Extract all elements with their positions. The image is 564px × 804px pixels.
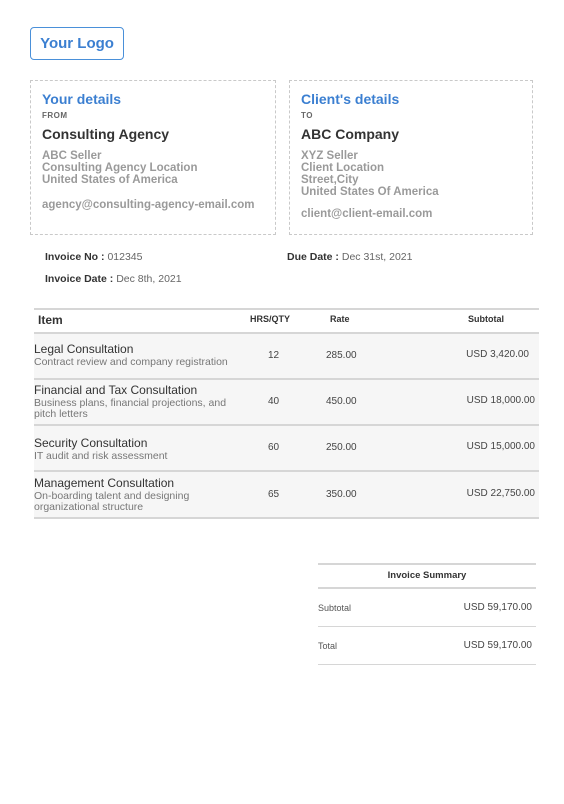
- item-subtotal: USD 15,000.00: [466, 441, 535, 452]
- item-subtotal: USD 18,000.00: [466, 395, 535, 406]
- client-company: ABC Company: [301, 126, 400, 142]
- table-header: [34, 308, 539, 334]
- item-name: Management Consultation: [34, 476, 175, 490]
- item-rate: 285.00: [326, 350, 357, 361]
- item-qty: 40: [268, 396, 280, 407]
- client-heading: Client's details: [301, 91, 400, 107]
- summary-total-value: USD 59,170.00: [463, 640, 532, 651]
- invoice-number-label: Invoice No :: [45, 251, 105, 263]
- item-description: Contract review and company registration: [34, 356, 228, 368]
- due-date-label: Due Date :: [287, 251, 339, 263]
- to-tag: TO: [301, 111, 313, 120]
- col-item-header: Item: [38, 313, 63, 327]
- invoice-summary: [318, 563, 536, 665]
- table-row: [34, 426, 539, 472]
- invoice-date-value: Dec 8th, 2021: [116, 273, 182, 285]
- sender-email: agency@consulting-agency-email.com: [42, 199, 255, 211]
- col-qty-header: HRS/QTY: [250, 314, 291, 324]
- summary-subtotal-row: [318, 589, 536, 627]
- due-date-value: Dec 31st, 2021: [341, 251, 413, 263]
- summary-total-row: [318, 627, 536, 665]
- col-subtotal-header: Subtotal: [468, 314, 504, 324]
- line-items-table: [34, 308, 539, 519]
- from-tag: FROM: [42, 111, 68, 120]
- client-email: client@client-email.com: [301, 208, 433, 220]
- sender-details-card: [30, 80, 276, 235]
- item-description: On-boarding talent and designing organizational structure: [34, 490, 190, 513]
- item-subtotal: USD 3,420.00: [466, 349, 529, 360]
- invoice-number: [45, 251, 142, 263]
- table-row: [34, 334, 539, 380]
- col-rate-header: Rate: [330, 314, 350, 324]
- sender-address-line: United States of America: [42, 174, 178, 186]
- sender-address-line: ABC Seller: [42, 150, 102, 162]
- invoice-date-label: Invoice Date :: [45, 273, 114, 285]
- item-qty: 12: [268, 350, 280, 361]
- table-row: [34, 380, 539, 426]
- item-description: IT audit and risk assessment: [34, 450, 168, 462]
- client-address-line: United States Of America: [301, 186, 439, 198]
- summary-total-label: Total: [318, 641, 338, 651]
- company-logo: Your Logo: [30, 27, 124, 60]
- client-address-line: XYZ Seller: [301, 150, 358, 162]
- summary-title: Invoice Summary: [318, 563, 536, 589]
- client-address-line: Street,City: [301, 174, 359, 186]
- item-rate: 350.00: [326, 489, 357, 500]
- client-address-line: Client Location: [301, 162, 385, 174]
- item-name: Legal Consultation: [34, 342, 134, 356]
- sender-company: Consulting Agency: [42, 126, 170, 142]
- client-details-card: [289, 80, 533, 235]
- item-description: Business plans, financial projections, and pitch letters: [34, 397, 227, 420]
- item-rate: 450.00: [326, 396, 357, 407]
- invoice-date: [45, 273, 182, 285]
- item-name: Financial and Tax Consultation: [34, 383, 198, 397]
- sender-heading: Your details: [42, 91, 122, 107]
- due-date: [287, 251, 413, 263]
- item-subtotal: USD 22,750.00: [466, 488, 535, 499]
- summary-subtotal-value: USD 59,170.00: [463, 602, 532, 613]
- invoice-number-value: 012345: [107, 251, 143, 263]
- summary-subtotal-label: Subtotal: [318, 603, 352, 613]
- item-rate: 250.00: [326, 442, 357, 453]
- item-name: Security Consultation: [34, 436, 148, 450]
- item-qty: 60: [268, 442, 280, 453]
- item-qty: 65: [268, 489, 280, 500]
- sender-address-line: Consulting Agency Location: [42, 162, 198, 174]
- table-row: [34, 472, 539, 519]
